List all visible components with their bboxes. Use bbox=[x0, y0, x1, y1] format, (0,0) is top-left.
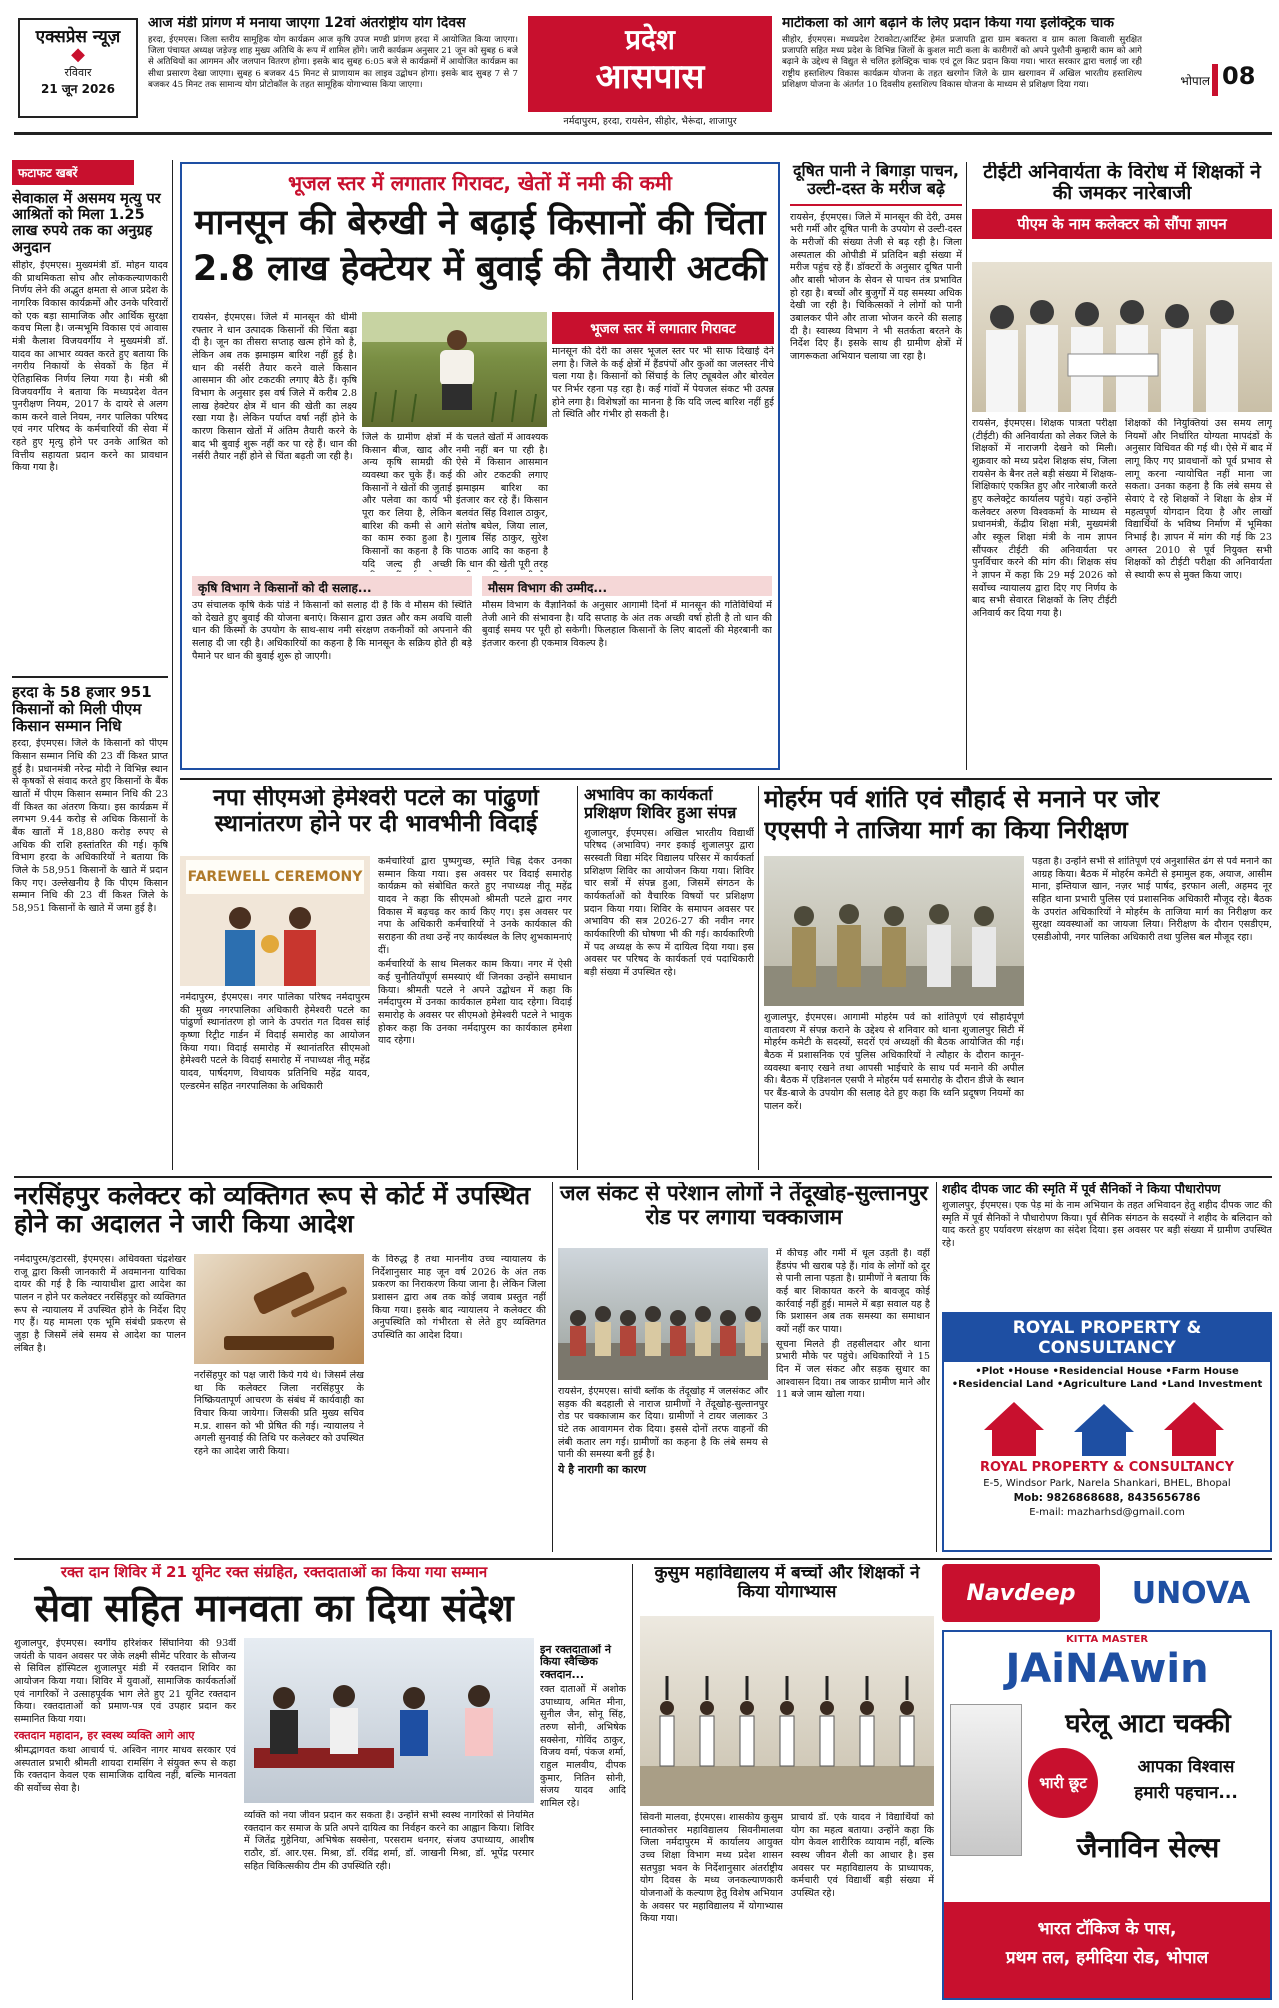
groundwater-body: मानसून की देरी का असर भूजल स्तर पर भी साफ दिखाई देने लगा है। जिले के कई क्षेत्रों में हैंडपंपों और कुओं का जलस्तर नीचे चला गया है। किसानों को सिंचाई के लिए ट्यूबवेल और बोरवेल पर निर्भर रहना पड़ रहा है। कई गांवों में पेयजल संकट भी उत्पन्न होने लगा है। विशेषज्ञों का मानना है कि यदि जल्द बारिश नहीं हुई तो स्थिति और गंभीर हो सकती है। bbox=[552, 346, 774, 421]
city: भोपाल bbox=[1180, 74, 1210, 88]
discount-badge: भारी छूट bbox=[1028, 1748, 1098, 1818]
paper-box bbox=[18, 18, 138, 118]
trust-line-2: हमारी पहचान... bbox=[1134, 1783, 1238, 1803]
col-rule-3 bbox=[577, 786, 578, 1170]
water-body: रायसेन, ईएमएस। जिले में मानसून की देरी, उमस भरी गर्मी और दूषित पानी के उपयोग से उल्टी-दस्त के मरीजों की संख्या तेजी से बढ़ रही है। जिला अस्पताल की ओपीडी में प्रतिदिन बड़ी संख्या में मरीज पहुंच रहे हैं। डॉक्टरों के अनुसार दूषित पानी और बासी भोजन के सेवन से पाचन तंत्र प्रभावित हो रहा है। बच्चों और बुजुर्गों में यह समस्या अधिक देखी जा रही है। चिकित्सकों ने लोगों को पानी उबालकर पीने और ताजा भोजन करने की सलाह दी है। स्वास्थ्य विभाग ने भी सतर्कता बरतने के निर्देश दिए हैं। इसके साथ ही ग्रामीण क्षेत्रों में जागरूकता अभियान चलाया जा रहा है। bbox=[790, 211, 962, 363]
kitta-master-label: KITTA MASTER bbox=[1065, 1634, 1149, 1645]
sales-name: जैनाविन सेल्स bbox=[1076, 1831, 1220, 1864]
court-body-1: नर्मदापुरम/इटारसी, ईएमएस। अधिवक्ता चंद्रशेखर राजू द्वारा किसी जानकारी में अवमानना याचिका दायर की गई है कि न्यायाधीश द्वारा आदेश का पालन न होने पर कलेक्टर नरसिंहपुर को व्यक्तिगत रूप से न्यायालय में उपस्थित होने के निर्देश दिए गए हैं। यह मामला एक भूमि संबंधी प्रकरण से जुड़ा है जिसमें लंबे समय से आदेश का पालन लंबित है। bbox=[14, 1254, 186, 1354]
napa-story bbox=[180, 786, 572, 1170]
tet-col1 bbox=[972, 418, 1117, 768]
property-ad-name: ROYAL PROPERTY & CONSULTANCY bbox=[979, 1460, 1234, 1475]
gavel-photo bbox=[194, 1254, 364, 1364]
water-crisis-col1 bbox=[558, 1386, 768, 1552]
gavel-icon bbox=[194, 1254, 364, 1364]
atta-chakki-title: घरेलू आटा चक्की bbox=[1065, 1709, 1231, 1739]
col-rule-2 bbox=[966, 162, 967, 770]
blood-kicker: रक्त दान शिविर में 21 यूनिट रक्त संग्रहित, रक्तदाताओं का किया गया सम्मान bbox=[60, 1564, 488, 1581]
page-no-bar bbox=[1212, 64, 1218, 96]
page-number: 08 bbox=[1222, 62, 1256, 90]
fatafat-headline-1: सेवाकाल में असमय मृत्यु पर आश्रितों को मिला 1.25 लाख रुपये तक का अनुग्रह अनुदान bbox=[12, 191, 161, 256]
tet-body-2: शिक्षकों की नियुक्तियां उस समय लागू नियमों और निर्धारित योग्यता मापदंडों के अनुसार विधिवत की गई थी। ऐसे में बाद में लागू किए गए प्रावधानों को पूर्व प्रभाव से लागू करना न्यायोचित नहीं माना जा सकता। उनका कहना है कि लंबे समय से सेवाएं दे रहे शिक्षकों ने शिक्षा के क्षेत्र में महत्वपूर्ण योगदान दिया है और लाखों विद्यार्थियों के भविष्य निर्माण में भूमिका निभाई है। ज्ञापन में मांग की गई कि 23 अगस्त 2010 से पूर्व नियुक्त सभी शिक्षकों को टीईटी परीक्षा की अनिवार्यता से स्थायी रूप से मुक्त किया जाए। bbox=[1125, 418, 1272, 581]
property-ad-address: E-5, Windsor Park, Narela Shankari, BHEL, Bhopal bbox=[983, 1478, 1231, 1489]
napa-col1 bbox=[180, 992, 370, 1170]
court-col1 bbox=[14, 1254, 186, 1552]
property-ad-mobile: Mob: 9826868688, 8435656786 bbox=[1013, 1492, 1201, 1504]
blood-camp-photo bbox=[244, 1638, 534, 1803]
advice-wrap bbox=[192, 600, 472, 760]
farmer-figure-icon bbox=[362, 312, 547, 427]
napa-body-3: कर्मचारियों के साथ मिलकर काम किया। नगर में ऐसी कई चुनौतियाँपूर्ण समस्याएं थीं जिनका उन्होंने समाधान किया। श्रीमती पटले ने अपने उद्बोधन में कहा कि नर्मदापुरम में उनका कार्यकाल हमेशा याद रहेगा। विदाई समारोह के अवसर पर सीएमओ हेमेश्वरी पटले ने भावुक होकर कहा कि उनका नर्मदापुरम का कार्यकाल हमेशा याद रहेगा। bbox=[378, 959, 572, 1047]
jainawin-ad bbox=[942, 1630, 1272, 2000]
weather-body: मौसम विभाग के वैज्ञानिकों के अनुसार आगामी दिनों में मानसून की गतिविधियों में तेजी आने की संभावना है। यदि सप्ताह के अंत तक अच्छी वर्षा होती है तो धान की बुवाई समय पर पूरी हो सकेगी। फिलहाल किसानों के लिए बादलों की मेहरबानी का इंतजार करना ही एकमात्र विकल्प है। bbox=[482, 600, 772, 649]
court-body-3: के विरुद्ध है तथा माननीय उच्च न्यायालय के निर्देशानुसार माह जून वर्ष 2026 के अंत तक प्रकरण का निराकरण किया जाना है। लेकिन जिला प्रशासन द्वारा अब तक कोई जवाब प्रस्तुत नहीं किया गया। इसके बाद न्यायालय ने कलेक्टर की अनुपस्थिति को गंभीरता से लेते हुए व्यक्तिगत उपस्थिति का आदेश दिया। bbox=[372, 1254, 546, 1341]
kusum-col1 bbox=[640, 1812, 783, 2000]
property-ad-line2: •Residencial Land •Agriculture Land •Land Investment bbox=[951, 1379, 1263, 1390]
water-crisis-col2 bbox=[776, 1248, 930, 1552]
moharram-body-1: शुजालपुर, ईएमएस। आगामी मोहर्रम पर्व को शांतिपूर्ण एवं सौहार्दपूर्ण वातावरण में संपन्न कराने के उद्देश्य से शनिवार को थाना शुजालपुर सिटी में मोहर्रम कमेटी के सदस्यों, सदरों एवं अध्यक्षों की बैठक आयोजित की गई। बैठक में प्रशासनिक एवं पुलिस अधिकारियों ने त्यौहार के दौरान कानून-व्यवस्था बनाए रखने तथा आपसी भाईचारे के साथ पर्व मनाने की अपील की। बैठक में एडिशनल एसपी ने मोहर्रम पर्व समारोह के दौरान डीजे के स्थान पर बैंड-बाजे के उपयोग की सलाह देते हुए कहा कि ध्वनि प्रदूषण नियमों का पालन करें। bbox=[764, 1012, 1024, 1112]
napa-body-2: कर्मचारियों द्वारा पुष्पगुच्छ, स्मृति चिह्न देकर उनका सम्मान किया गया। इस अवसर पर विदाई समारोह कार्यक्रम को संबोधित करते हुए नपाध्यक्ष नीतू महेंद्र यादव ने कहा कि सीएमओ श्रीमती पटले द्वारा नगर विकास में बढ़चढ़ कर कार्य किए गए। इस अवसर पर नपा के अधिकारी कर्मचारियों ने उनके कार्यकाल की सराहना की तथा उन्हें नए कार्यस्थल के लिए शुभकामनाएं दीं। bbox=[378, 856, 572, 956]
people-icon bbox=[180, 856, 370, 986]
weather-subhead: मौसम विभाग की उम्मीद... bbox=[482, 576, 772, 596]
lead-col3-wrap bbox=[456, 432, 548, 572]
advice-body: उप संचालक कृषि केके पांडे ने किसानों को सलाह दी है कि वे मौसम की स्थिति को देखते हुए बुवाई की योजना बनाएं। किसान द्वारा उन्नत और कम अवधि वाली धान की किस्मों के उपयोग के साथ-साथ नमी संरक्षण तकनीकों को अपनाने की सलाह दी जा रही है। अधिकारियों का कहना है कि मानसून के सक्रिय होते ही बड़े पैमाने पर धान की बुवाई शुरू हो जाएगी। bbox=[192, 600, 472, 662]
mid-rule-2 bbox=[14, 1176, 1272, 1178]
col-rule-4 bbox=[758, 786, 759, 1170]
blood-story bbox=[14, 1564, 534, 2000]
chakkajam-photo bbox=[558, 1248, 768, 1380]
groundwater-box-head: भूजल स्तर में लगातार गिरावट bbox=[552, 312, 774, 344]
section-line2: आसपास bbox=[595, 57, 705, 97]
blood-headline: सेवा सहित मानवता का दिया संदेश bbox=[34, 1585, 514, 1630]
abvp-headline: अभाविप का कार्यकर्ता प्रशिक्षण शिविर हुआ संपन्न bbox=[584, 786, 737, 822]
court-col2 bbox=[194, 1370, 364, 1552]
col-rule bbox=[172, 160, 173, 1170]
tet-headline: टीईटी अनिवार्यता के विरोध में शिक्षकों ने की जमकर नारेबाजी bbox=[983, 162, 1261, 205]
weather-wrap bbox=[482, 600, 772, 760]
moharram-body-2: पड़ता है। उन्होंने सभी से शांतिपूर्ण एवं अनुशासित ढंग से पर्व मनाने का आग्रह किया। बैठक में मोहर्रम कमेटी से इमामुल हक, अयाज, आसीम माना, इम्तियाज खान, नज़र भाई पार्षद, इरफान अली, अहमद नूर सहित थाना प्रभारी पुलिस एवं प्रशासनिक अधिकारी मौजूद रहे। बैठक के उपरांत अधिकारियों ने मोहर्रम के ताजिया मार्ग का निरीक्षण कर सुरक्षा व्यवस्थाओं का जायजा लिया। निरीक्षण के दौरान एसडीएम, एसडीओपी, नगर पालिका अधिकारी तथा पुलिस बल मौजूद रहा। bbox=[1032, 856, 1272, 943]
yoga-students-icon bbox=[640, 1616, 934, 1806]
farewell-banner: FAREWELL CEREMONY bbox=[186, 860, 364, 894]
moharram-story bbox=[764, 786, 1272, 1170]
abvp-body: शुजालपुर, ईएमएस। अखिल भारतीय विद्यार्थी परिषद (अभाविप) नगर इकाई शुजालपुर द्वारा सरस्वती विद्या मंदिर विद्यालय परिसर में कार्यकर्ता प्रशिक्षण शिविर का आयोजन किया गया। शिविर चार सत्रों में संपन्न हुआ, जिसमें संगठन के कार्यकर्ताओं को वैचारिक विषयों पर प्रशिक्षण प्रदान किया गया। शिविर के समापन अवसर पर अभाविप की सत्र 2026-27 की नवीन नगर कार्यकारिणी की घोषणा भी की गई। कार्यकारिणी में पद अध्यक्ष के रूप में दायित्व दिया गया। इस अवसर पर परिषद के कार्यकर्ता एवं पदाधिकारी बड़ी संख्या में उपस्थित रहे। bbox=[584, 827, 754, 979]
date: 21 जून 2026 bbox=[40, 82, 116, 96]
kusum-story bbox=[640, 1564, 934, 2000]
farmer-field-photo bbox=[362, 312, 547, 427]
moharram-headline-1: मोहर्रम पर्व शांति एवं सौहार्द से मनाने पर जोर bbox=[764, 786, 1160, 813]
donors-list bbox=[540, 1644, 626, 2000]
napa-col2 bbox=[378, 856, 572, 1170]
property-ad-line1: •Plot •House •Residencial House •Farm House bbox=[975, 1366, 1239, 1377]
groundwater-box bbox=[552, 346, 774, 576]
blood-body-1: शुजालपुर, ईएमएस। स्वर्गीय हरिशंकर सिंघानिया की 93वीं जयंती के पावन अवसर पर जेके लक्ष्मी सीमेंट परिवार के सौजन्य से सिविल हॉस्पिटल शुजालपुर मंडी में रक्तदान शिविर का आयोजन किया गया। शिविर में युवाओं, सामाजिक कार्यकर्ताओं एवं नागरिकों ने उत्साहपूर्वक भाग लेते हुए 21 यूनिट रक्तदान किया। रक्तदाताओं को प्रमाण-पत्र एवं उपहार प्रदान कर सम्मानित किया गया। bbox=[14, 1638, 236, 1725]
donors-list-head: इन रक्तदाताओं ने किया स्वैच्छिक रक्तदान... bbox=[540, 1644, 611, 1681]
shaheed-headline: शहीद दीपक जाट की स्मृति में पूर्व सैनिकों ने किया पौधारोपण bbox=[942, 1182, 1221, 1196]
sales-address-2: प्रथम तल, हमीदिया रोड, भोपाल bbox=[1005, 1948, 1209, 1968]
property-ad bbox=[942, 1312, 1272, 1552]
yoga-photo bbox=[640, 1616, 934, 1806]
shaheed-story bbox=[942, 1182, 1272, 1308]
advice-subhead: कृषि विभाग ने किसानों को दी सलाह... bbox=[192, 576, 472, 596]
contaminated-water-story bbox=[790, 162, 962, 770]
header-rule bbox=[14, 132, 1272, 135]
lead-col2-wrap bbox=[362, 432, 452, 572]
ev-body: सीहोर, ईएमएस। मध्यप्रदेश टेराकोटा/आर्टिस्ट हेमंत प्रजापति द्वारा ग्राम बकतरा व ग्राम काला किवाली सुरक्षित प्रजापति सहित मध्य प्रदेश के विभिन्न जिलों के कुशल माटी कला के कारीगरों को अपने पुश्तैनी कुम्हारी काम को आगे बढ़ाने के उद्देश्य से विद्युत से चलित इलेक्ट्रिक चाक एवं टूल किट प्रदान किया गया। भारत सरकार द्वारा चलाई जा रही राष्ट्रीय हस्तशिल्प विकास कार्यक्रम योजना के तहत खरगोन जिले के ग्राम खरगावन में अखिल भारतीय हस्तशिल्प प्रशिक्षण योजना के अंतर्गत 10 दिवसीय हस्तशिल्प विकास योजना के माध्यम से प्रशिक्षण दिया गया। bbox=[782, 34, 1142, 91]
blood-col1 bbox=[14, 1638, 236, 1994]
property-ad-title: ROYAL PROPERTY & CONSULTANCY bbox=[944, 1314, 1270, 1362]
donors-list-body: रक्त दाताओं में अशोक उपाध्याय, अमित मीना, सुनील जैन, सोनू सिंह, तरुण सोनी, अभिषेक सक्सेना, गोविंद ठाकुर, विजय वर्मा, पंकज शर्मा, राहुल मालवीय, दीपक कुमार, नितिन सोनी, संजय यादव आदि शामिल रहे। bbox=[540, 1683, 626, 1809]
tet-subhead: पीएम के नाम कलेक्टर को सौंपा ज्ञापन bbox=[972, 209, 1272, 239]
tet-story bbox=[972, 162, 1272, 770]
unova-logo: UNOVA bbox=[1131, 1575, 1251, 1611]
napa-body-1: नर्मदापुरम, ईएमएस। नगर पालिका परिषद नर्मदापुरम की मुख्य नगरपालिका अधिकारी हेमेश्वरी पटले का पांढुर्णा स्थानांतरण हो जाने के उपरांत गत दिवस सांई कृष्णा रिट्रीट गार्डन में विदाई समारोह का आयोजन किया गया। विदाई समारोह में स्थानांतरित सीएमओ हेमेश्वरी पटले के विदाई समारोह में नपाध्यक्ष नीतू महेंद्र यादव, पार्षदगण, विधायक प्रतिनिधि महेंद्र यादव, एल्डरमेन सहित नगरपालिका के अधिकारी bbox=[180, 992, 370, 1092]
lead-col1: रायसेन, ईएमएस। जिले में मानसून की धीमी रफ्तार ने धान उत्पादक किसानों की चिंता बढ़ा दी है। जून का तीसरा सप्ताह खत्म होने को है, लेकिन अब तक झमाझम बारिश नहीं हुई है। धान की नर्सरी तैयार करने वाले किसान आसमान की ओर टकटकी लगाए बैठे हैं। कृषि विभाग के अनुसार इस वर्ष जिले में करीब 2.8 लाख हेक्टेयर क्षेत्र में धान की खेती का लक्ष्य रखा गया है। लेकिन पर्याप्त वर्षा नहीं होने के कारण किसान खेतों में अंतिम तैयारी करने के बाद भी बुवाई शुरू नहीं कर पा रहे हैं। धान की नर्सरी तैयार नहीं होने से चिंता बढ़ती जा रही है। bbox=[192, 312, 357, 463]
moharram-col2 bbox=[1032, 856, 1272, 1170]
protest-crowd-icon bbox=[558, 1248, 768, 1380]
atta-chakki-machine bbox=[950, 1704, 1022, 1856]
lead-headline-2: 2.8 लाख हेक्टेयर में बुवाई की तैयारी अटकी bbox=[192, 248, 768, 289]
tet-body-1: रायसेन, ईएमएस। शिक्षक पात्रता परीक्षा (टीईटी) की अनिवार्यता को लेकर जिले के शिक्षकों में नाराजगी देखने को मिली। शुक्रवार को मध्य प्रदेश शिक्षक संघ, जिला रायसेन के बैनर तले बड़ी संख्या में शिक्षक-शिक्षिकाएं एकत्रित हुए और नारेबाजी करते हुए कलेक्ट्रेट कार्यालय पहुंचे। यहां उन्होंने कलेक्टर अरुण विश्वकर्मा के माध्यम से प्रधानमंत्री, केंद्रीय शिक्षा मंत्री, मुख्यमंत्री और स्कूल शिक्षा मंत्री के नाम ज्ञापन सौंपकर टीईटी की अनिवार्यता पर पुनर्विचार करने की मांग की। शिक्षक संघ ने ज्ञापन में कहा कि 29 मई 2026 को सर्वोच्च न्यायालय द्वारा दिए गए निर्णय के बाद सभी सेवारत शिक्षकों के लिए टीईटी अनिवार्य कर दिया गया है। bbox=[972, 418, 1117, 619]
water-crisis-body-1: रायसेन, ईएमएस। सांची ब्लॉक के तेंदूखोह में जलसंकट और सड़क की बदहाली से नाराज ग्रामीणों ने तेंदूखोह-सुल्तानपुर रोड पर चक्काजाम कर दिया। ग्रामीणों ने टायर जलाकर 3 घंटे तक आवागमन रोक दिया। इससे दोनों तरफ वाहनों की लंबी कतार लग गई। ग्रामीणों का कहना है कि लंबे समय से पानी की समस्या बनी हुई है। bbox=[558, 1386, 768, 1461]
lower-rule bbox=[14, 1558, 1272, 1560]
brand-ads bbox=[942, 1564, 1272, 1626]
day: रविवार bbox=[64, 66, 92, 79]
court-story bbox=[14, 1182, 546, 1552]
court-col3 bbox=[372, 1254, 546, 1552]
masthead bbox=[0, 0, 1279, 132]
lead-col2: जिले के ग्रामीण क्षेत्रों में किसान बीज, खाद और अन्य कृषि सामग्री की व्यवस्था कर चुके हैं। कई किसानों ने खेतों की जुताई और पलेवा का कार्य भी पूरा कर लिया है, लेकिन बारिश की कमी से आगे का काम रुका हुआ है। किसानों का कहना है कि यदि जल्द ही अच्छी bbox=[362, 432, 452, 570]
blood-body-2: श्रीमद्भागवत कथा आचार्य पं. अश्विन नागर माधव सरकार एवं अस्पताल प्रभारी श्रीमती शायदा रामसिंग ने संयुक्त रूप से कहा कि रक्तदान केवल एक सामाजिक दायित्व नहीं, बल्कि मानवता की सर्वोच्च सेवा है। bbox=[14, 1744, 236, 1794]
lead-col3: के चलते खेतों में आवश्यक नमी नहीं बन पा रही है। ऐसे में किसान आसमान की ओर टकटकी लगाए झमाझम बारिश का इंतजार कर रहे हैं। किसान बलवंत सिंह विशाल ठाकुर, संतोष बघेल, जिया लाल, गुलाब सिंह ठाकुर, सुरेश पाठक आदि का कहना है कि धान की खेती पूरी तरह bbox=[456, 432, 548, 570]
lead-kicker: भूजल स्तर में लगातार गिरावट, खेतों में नमी की कमी bbox=[288, 171, 672, 195]
lead-story bbox=[180, 162, 780, 770]
kusum-body-2: प्राचार्य डॉ. एके यादव ने विद्यार्थियों को योग का महत्व बताया। उन्होंने कहा कि योग केवल शारीरिक व्यायाम नहीं, बल्कि स्वस्थ जीवन शैली का आधार है। इस अवसर पर महाविद्यालय के प्राध्यापक, कर्मचारी एवं विद्यार्थी बड़ी संख्या में उपस्थित रहे। bbox=[791, 1812, 934, 1899]
col-rule-7 bbox=[632, 1564, 633, 2000]
property-ad-email: E-mail: mazharhsd@gmail.com bbox=[1029, 1507, 1185, 1518]
navdeep-logo: Navdeep bbox=[942, 1564, 1100, 1622]
court-headline: नरसिंहपुर कलेक्टर को व्यक्तिगत रूप से कोर्ट में उपस्थित होने का अदालत ने जारी किया आदेश bbox=[14, 1182, 531, 1238]
tet-protest-photo bbox=[972, 262, 1272, 412]
moharram-photo bbox=[764, 856, 1024, 1006]
col-rule-5 bbox=[552, 1182, 553, 1552]
moharram-col1 bbox=[764, 1012, 1024, 1170]
lead-headline-1: मानसून की बेरुखी ने बढ़ाई किसानों की चिंता bbox=[194, 203, 766, 244]
water-crisis-subhead: ये है नारागी का कारण bbox=[558, 1462, 646, 1476]
abvp-story bbox=[584, 786, 754, 1170]
jainawin-logo: JAiNAwin bbox=[1005, 1646, 1209, 1692]
fatafat-headline-2: हरदा के 58 हजार 951 किसानों को मिली पीएम किसान सम्मान निधि bbox=[12, 682, 152, 735]
water-rule bbox=[790, 204, 962, 206]
yoga-brief bbox=[148, 16, 518, 122]
water-crisis-headline: जल संकट से परेशान लोगों ने तेंदूखोह-सुल्तानपुर रोड पर लगाया चक्काजाम bbox=[559, 1182, 929, 1229]
fatafat-body-2: हरदा, ईएमएस। जिले के किसानों को पीएम किसान सम्मान निधि की 23 वीं किश्त प्राप्त हुई है। प्रधानमंत्री नरेन्द्र मोदी ने विभिन्न स्थान से कृषकों से संवाद करते हुए किसानों के बैंक खातों में पीएम किसान सम्मान निधि की 23 वीं किश्त का अंतरण किया। इस कार्यक्रम में लगभग 9.44 करोड़ से अधिक किसानों के बैंक खातों में 18,880 करोड़ रुपए से अधिक की राशि हस्तांतरित की गई। कृषि विभाग हरदा के अधिकारियों ने बताया कि जिले के 58,951 किसानों के खाते में प्रदान किए गए। उल्लेखनीय है कि पीएम किसान सम्मान निधि की 23 वीं किश्त जिले के 58,951 किसानों के खाते में जमा हुई है। bbox=[12, 738, 168, 914]
shaheed-body: शुजालपुर, ईएमएस। एक पेड़ मां के नाम अभियान के तहत अभिवादन हेतु शहीद दीपक जाट की स्मृति में पूर्व सैनिकों ने पौधारोपण किया। पूर्व सैनिक संगठन के सदस्यों ने शहीद के बलिदान को याद करते हुए पर्यावरण संरक्षण का संदेश दिया। इस अवसर पर बड़ी संख्या में ग्रामीण उपस्थित रहे। bbox=[942, 1200, 1272, 1249]
fatafat-tag: फटाफट खबरें bbox=[12, 160, 134, 185]
houses-icon bbox=[944, 1390, 1270, 1460]
kusum-body-1: सिवनी मालवा, ईएमएस। शासकीय कुसुम स्नातकोत्तर महाविद्यालय सिवनीमालवा जिला नर्मदापुरम में कार्यालय आयुक्त उच्च शिक्षा विभाग मध्य प्रदेश शासन सतपुड़ा भवन के निर्देशानुसार अंतर्राष्ट्रीय योग दिवस के मध्य जनकल्याणकारी योजनाओं के कल्याण हेतु विशेष अभियान के अवसर पर महाविद्यालय में योगाभ्यास किया गया। bbox=[640, 1812, 783, 1925]
blood-body-3: व्यक्ति को नया जीवन प्रदान कर सकता है। उन्होंने सभी स्वस्थ नागरिकों से नियमित रक्तदान कर समाज के प्रति अपने दायित्व का निर्वहन करने का आह्वान किया। शिविर में जितेंद्र गुहेनिया, अभिषेक सक्सेना, परसराम धनगर, संजय उपाध्याय, आशीष राठौर, डॉ. आर.एस. मिश्रा, डॉ. रविंद्र शर्मा, डॉ. जाखनी मिश्रा, डॉ. भूपेंद्र परमार सहित चिकित्सकीय टीम की उपस्थिति रही। bbox=[244, 1810, 534, 1872]
fatafat-divider bbox=[12, 676, 168, 678]
napa-headline: नपा सीएमओ हेमेश्वरी पटले का पांढुर्णा स्थानांतरण होने पर दी भावभीनी विदाई bbox=[213, 786, 539, 837]
water-crisis-story bbox=[558, 1182, 930, 1552]
section-banner bbox=[528, 16, 772, 112]
fatafat-body-1: सीहोर, ईएमएस। मुख्यमंत्री डॉ. मोहन यादव की प्राथमिकता सोच और लोककल्याणकारी निर्णय लेने की अद्भुत क्षमता से आज प्रदेश के नागरिक विकास कार्यक्रमों और उनके परिवारों को एक बड़ा सामाजिक और आर्थिक सुरक्षा कवच मिला है। जन्मभूमि विकास एवं आवास मंत्री कैलाश विजयवर्गीय ने मुख्यमंत्री डॉ. यादव का आभार व्यक्त करते हुए बताया कि नगरीय निकायों के सेवकों के हित में ऐतिहासिक निर्णय लिया गया है। मंत्री श्री विजयवर्गीय ने बताया कि मध्यप्रदेश वेतन पुनरीक्षण नियम, 2017 के दायरे से अलग काम करने वाले नियम, नगर पालिका परिषद एवं नगर परिषद के कर्मचारियों की सेवा में रहते हुए मृत्यु होने पर उनके आश्रित को वित्तीय सहायता प्रदान करने का प्रावधान किया गया है। bbox=[12, 259, 168, 474]
police-group-icon bbox=[764, 856, 1024, 1006]
court-body-2: नरसिंहपुर को पक्ष जारी किये गये थे। जिसमें लेख था कि कलेक्टर जिला नरसिंहपुर के निष्क्रियतापूर्ण आचरण के संबंध में कार्यवाही का विचार किया जायेगा। जिसकी प्रति मुख्य सचिव म.प्र. शासन को भी प्रेषित की गई। न्यायालय ने अगली सुनवाई की तिथि पर कलेक्टर को उपस्थित रहने का आदेश जारी किया। bbox=[194, 1370, 364, 1457]
farewell-photo bbox=[180, 856, 370, 986]
diamond-icon: ◆ bbox=[71, 44, 85, 65]
paper-name: एक्सप्रेस न्यूज़ bbox=[35, 27, 121, 47]
lead-photo-text-column bbox=[192, 312, 357, 564]
sales-address-1: भारत टॉकिज के पास, bbox=[1037, 1919, 1177, 1939]
yoga-body: हरदा, ईएमएस। जिला स्तरीय सामूहिक योग कार्यक्रम आज कृषि उपज मण्डी प्रांगण हरदा में आयोजित किया जाएगा। जिला पंचायत अध्यक्ष जड़ेज्ड़ शाह मुख्य अतिथि के रूप में शामिल होंगे। जारी कार्यक्रम अनुसार 21 जून को सुबह 6 बजे से अतिथियों का आगमन और जलपान वितरण होगा। इसके बाद सुबह 6:05 बजे से कार्यक्रमों में आयोजित कार्यक्रम का सीधा प्रसारण देखा जाएगा। सुबह 6 बजकर 45 मिनट से प्राणायाम का लाइव उद्बोधन होगा। इसके बाद सुबह 7 से 7 बजकर 45 मिनट तक सामान्य योग प्रोटोकॉल के तहत सामूहिक योगाभ्यास किया जाएगा। bbox=[148, 34, 518, 91]
donors-icon bbox=[244, 1638, 534, 1803]
kusum-headline: कुसुम महाविद्यालय में बच्चों और शिक्षकों ने किया योगाभ्यास bbox=[654, 1564, 920, 1603]
water-crisis-body-2: में कीचड़ और गर्मी में धूल उड़ती है। वहीं हैंडपंप भी खराब पड़े हैं। गांव के लोगों को दूर से पानी लाना पड़ता है। ग्रामीणों ने बताया कि कई बार शिकायत करने के बावजूद कोई कार्रवाई नहीं हुई। मामले में बड़ा सवाल यह है कि प्रशासन अब तक समस्या का समाधान क्यों नहीं कर पाया। bbox=[776, 1248, 930, 1335]
sales-address-band bbox=[944, 1902, 1270, 1998]
fatafat-column bbox=[12, 160, 168, 1260]
col-rule-6 bbox=[936, 1182, 937, 1552]
ev-headline: माटीकला को आगे बढ़ाने के लिए प्रदान किया गया इलेक्ट्रिक चाक bbox=[782, 16, 1114, 31]
blood-col2 bbox=[244, 1810, 534, 1994]
moharram-headline-2: एएसपी ने ताजिया मार्ग का किया निरीक्षण bbox=[764, 815, 1128, 844]
section-districts: नर्मदापुरम, हरदा, रायसेन, सीहोर, भैरूंदा, शाजापुर bbox=[563, 116, 737, 127]
kusum-col2 bbox=[791, 1812, 934, 2000]
crowd-icon bbox=[972, 262, 1272, 412]
ev-brief bbox=[782, 16, 1142, 126]
mid-rule bbox=[180, 778, 1272, 780]
water-headline: दूषित पानी ने बिगाड़ा पाचन, उल्टी-दस्त के मरीज बढ़े bbox=[793, 162, 959, 198]
water-crisis-body-3: सूचना मिलते ही तहसीलदार और थाना प्रभारी मौके पर पहुंचे। अधिकारियों ने 15 दिन में जल संकट और सड़क सुधार का आश्वासन दिया। तब जाकर ग्रामीण माने और 11 बजे जाम खोला गया। bbox=[776, 1338, 930, 1401]
tet-col2 bbox=[1125, 418, 1272, 768]
blood-subhead: रक्तदान महादान, हर स्वस्थ व्यक्ति आगे आए bbox=[14, 1728, 195, 1742]
trust-line-1: आपका विश्वास bbox=[1137, 1757, 1235, 1777]
section-line1: प्रदेश bbox=[625, 23, 675, 56]
yoga-headline: आज मंडी प्रांगण में मनाया जाएगा 12वां अंतर्राष्ट्रीय योग दिवस bbox=[148, 16, 466, 31]
